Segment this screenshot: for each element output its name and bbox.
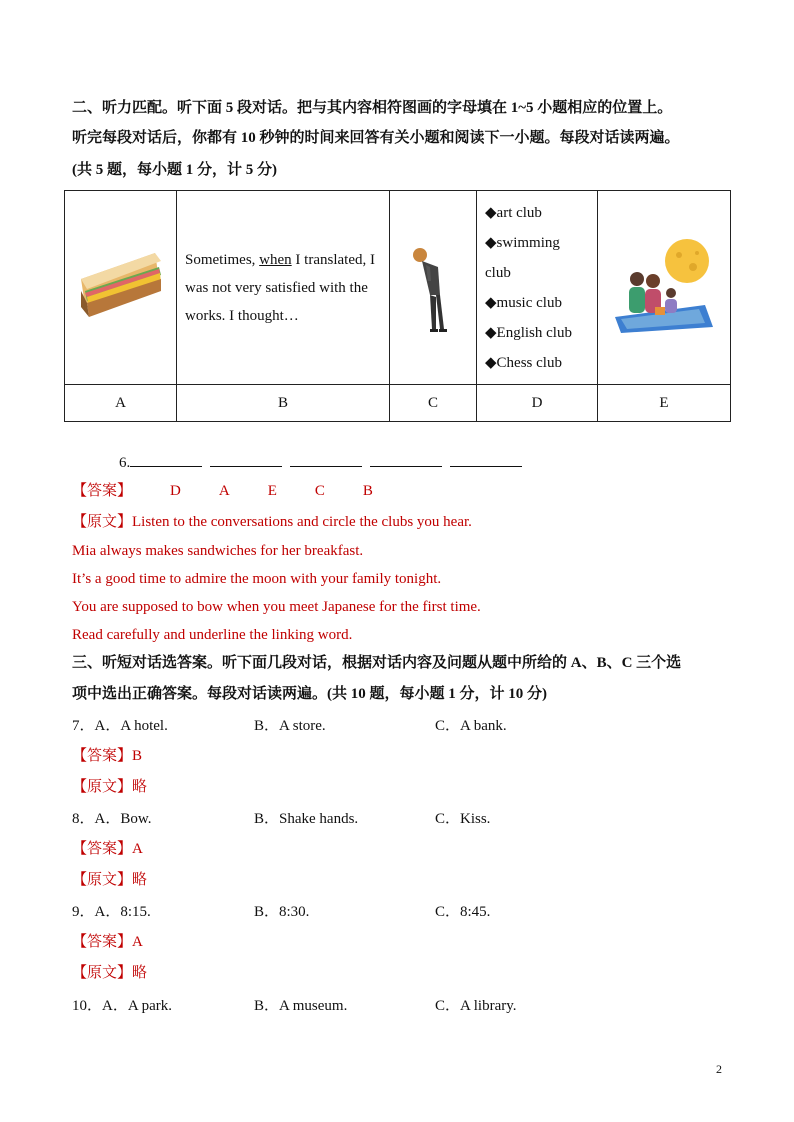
question-8 <box>72 809 151 829</box>
cell-a-sandwich <box>65 191 177 385</box>
sandwich-icon <box>75 249 167 321</box>
club-item-swimming: ◆swimming club <box>485 234 560 281</box>
question-7-option-c: C．A bank. <box>435 718 507 734</box>
transcript-line-4: You are supposed to bow when you meet Japanese for the first time. <box>72 599 481 615</box>
question-9-number: 9． <box>72 904 95 920</box>
cell-d-clubs <box>477 191 598 385</box>
picture-table <box>64 190 731 422</box>
answer-3: E <box>267 483 277 499</box>
club-item-chess: ◆Chess club <box>485 354 562 371</box>
answer-blank-1[interactable] <box>130 452 202 467</box>
answer-2: A <box>218 483 230 499</box>
question-7-original: 【原文】略 <box>72 779 148 795</box>
transcript-line-1 <box>72 512 472 532</box>
question-6-number: 6. <box>119 455 131 471</box>
club-item-art: ◆art club <box>485 204 542 221</box>
question-8-option-b: B．Shake hands. <box>254 811 359 827</box>
label-c: C <box>390 385 477 422</box>
label-d: D <box>477 385 598 422</box>
question-9-answer: 【答案】A <box>72 934 143 950</box>
transcript-text-1: Listen to the conversations and circle the clubs you hear. <box>132 514 472 530</box>
answer-5: B <box>362 483 373 499</box>
page-number: 2 <box>716 1062 722 1076</box>
question-9-option-b: B．8:30. <box>254 904 310 920</box>
section2-heading-line2: 听完每段对话后，你都有 10 秒钟的时间来回答有关小题和阅读下一小题。每段对话读两遍。 <box>72 130 680 146</box>
question-7-answer: 【答案】B <box>72 748 143 764</box>
transcript-line-3: It’s a good time to admire the moon with your family tonight. <box>72 571 442 587</box>
family-moon-icon <box>609 235 719 335</box>
section2-heading-line3: (共 5 题，每小题 1 分，计 5 分) <box>72 162 277 178</box>
answer-1: D <box>170 483 181 499</box>
question-10 <box>72 996 172 1016</box>
answer-blank-4[interactable] <box>370 452 442 467</box>
answer-blank-3[interactable] <box>290 452 362 467</box>
question-10-number: 10． <box>72 998 103 1014</box>
question-8-option-a: A．Bow. <box>94 811 152 827</box>
question-9-original: 【原文】略 <box>72 965 148 981</box>
answer-blank-5[interactable] <box>450 452 522 467</box>
answer-4: C <box>314 483 325 499</box>
question-6 <box>119 452 530 473</box>
section2-heading-line1: 二、听力匹配。听下面 5 段对话。把与其内容相符图画的字母填在 1~5 小题相应的位置上。 <box>72 100 673 116</box>
question-7-option-b: B．A store. <box>254 718 326 734</box>
label-b: B <box>177 385 390 422</box>
question-8-original: 【原文】略 <box>72 872 148 888</box>
cell-e-moon-family <box>598 191 731 385</box>
transcript-line-2: Mia always makes sandwiches for her breakfast. <box>72 543 364 559</box>
label-e: E <box>598 385 731 422</box>
section3-heading-line1: 三、听短对话选答案。听下面几段对话，根据对话内容及问题从题中所给的 A、B、C 三个选 <box>72 655 682 671</box>
question-10-option-c: C．A library. <box>435 998 517 1014</box>
question-10-option-b: B．A museum. <box>254 998 348 1014</box>
answer-blank-2[interactable] <box>210 452 282 467</box>
cell-c-bowing <box>390 191 477 385</box>
question-10-option-a: A．A park. <box>102 998 173 1014</box>
question-9 <box>72 902 151 922</box>
club-item-english: ◆English club <box>485 324 572 341</box>
transcript-tag: 【原文】 <box>72 514 133 530</box>
section3-heading-line2: 项中选出正确答案。每段对话读两遍。(共 10 题，每小题 1 分，计 10 分) <box>72 686 547 702</box>
transcript-line-5: Read carefully and underline the linking word. <box>72 627 353 643</box>
question-8-option-c: C．Kiss. <box>435 811 491 827</box>
question-7-option-a: A．A hotel. <box>94 718 168 734</box>
question-9-option-a: A．8:15. <box>94 904 151 920</box>
cell-b-text-post: I translated, I was not very satisfied with the works. I thought… <box>185 251 375 324</box>
label-a: A <box>65 385 177 422</box>
cell-b-text <box>177 191 390 385</box>
cell-b-text-pre: Sometimes, <box>185 251 260 268</box>
question-7-number: 7． <box>72 718 95 734</box>
question-9-option-c: C．8:45. <box>435 904 491 920</box>
club-item-music: ◆music club <box>485 294 562 311</box>
question-8-number: 8． <box>72 811 95 827</box>
bowing-man-icon <box>408 237 458 333</box>
answer-tag: 【答案】 <box>72 483 133 499</box>
section2-answer-line <box>72 481 373 501</box>
cell-b-underlined-word: when <box>259 251 292 268</box>
question-8-answer: 【答案】A <box>72 841 143 857</box>
question-7 <box>72 716 168 736</box>
